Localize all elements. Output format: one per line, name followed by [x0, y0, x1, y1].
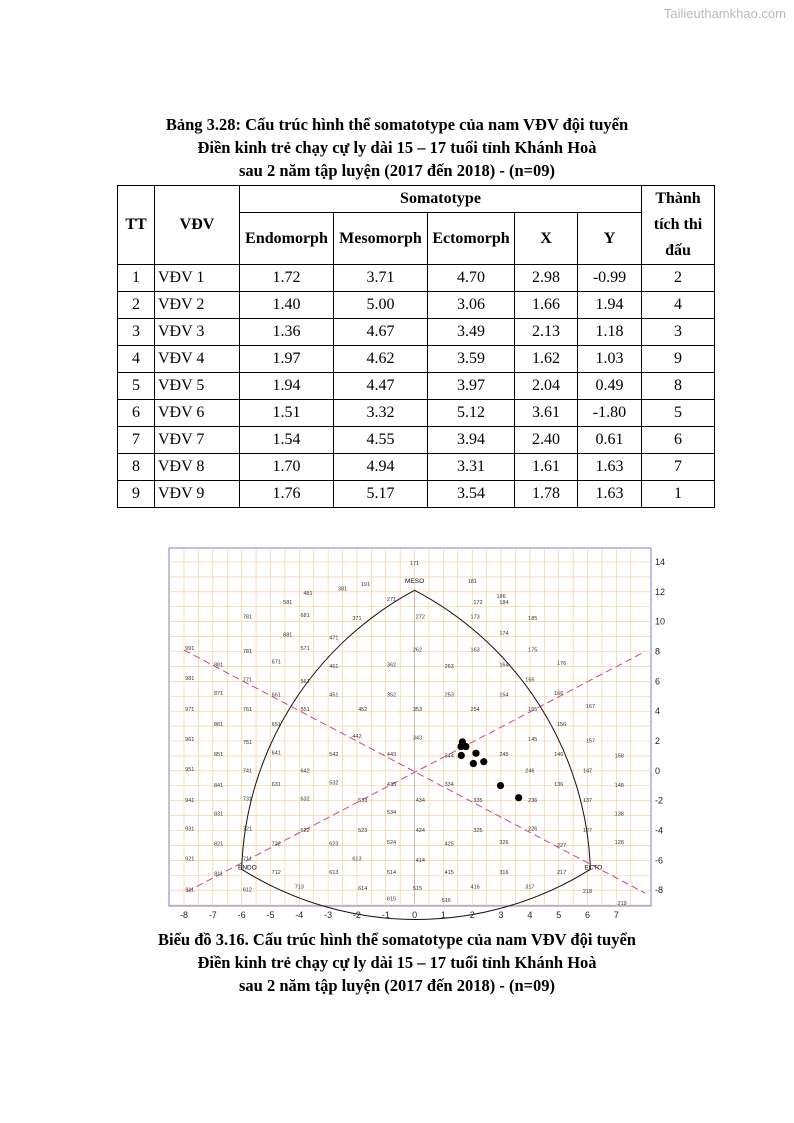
table-row	[118, 319, 715, 346]
x-tick-label: 7	[613, 910, 619, 920]
grid-value-label: 722	[271, 841, 281, 848]
grid-value-label: 246	[525, 768, 535, 775]
header-somatotype: Somatotype	[240, 186, 642, 213]
cell-meso: 4.62	[334, 346, 428, 373]
cell-rank: 6	[642, 427, 715, 454]
header-rank-line: đấu	[665, 242, 691, 259]
grid-value-label: 571	[300, 646, 310, 653]
grid-value-label: 881	[283, 632, 293, 639]
grid-value-label: 219	[617, 901, 627, 908]
grid-value-label: 173	[470, 614, 480, 621]
y-tick-label: 0	[655, 765, 661, 776]
grid-value-label: 146	[554, 751, 564, 758]
x-tick-label: 4	[527, 910, 533, 920]
y-tick-label: 8	[655, 646, 661, 657]
grid-value-label: 524	[386, 839, 397, 846]
cell-vdv: VĐV 2	[155, 292, 240, 319]
somatotype-table	[117, 185, 715, 508]
grid-value-label: 452	[358, 707, 368, 714]
cell-x: 2.98	[515, 265, 578, 292]
grid-value-label: 991	[185, 646, 195, 653]
cell-meso: 4.94	[334, 454, 428, 481]
cell-rank: 5	[642, 400, 715, 427]
data-point	[472, 750, 479, 757]
y-tick-label: 10	[655, 616, 666, 627]
grid-value-label: 921	[185, 856, 195, 863]
grid-value-label: 172	[473, 599, 483, 606]
grid-value-label: 147	[582, 768, 593, 775]
data-point	[515, 794, 522, 801]
x-tick-label: -4	[295, 910, 304, 920]
grid-value-label: 951	[185, 766, 195, 773]
grid-value-label: 326	[499, 839, 509, 846]
cell-vdv: VĐV 8	[155, 454, 240, 481]
grid-value-label: 245	[499, 751, 509, 758]
y-tick-label: -4	[655, 825, 664, 836]
cell-y: 0.61	[578, 427, 642, 454]
grid-value-label: 631	[271, 781, 281, 788]
x-tick-label: 0	[412, 910, 418, 920]
table-row	[118, 292, 715, 319]
x-tick-label: -6	[237, 910, 246, 920]
grid-value-label: 523	[358, 827, 368, 834]
grid-value-label: 371	[352, 616, 362, 623]
cell-y: 0.49	[578, 373, 642, 400]
header-rank-line: tích thi	[653, 216, 703, 233]
grid-value-label: 167	[585, 704, 596, 711]
somatochart	[165, 544, 675, 922]
grid-value-label: 881	[213, 662, 224, 669]
grid-value-label: 414	[415, 857, 425, 864]
grid-value-label: 217	[556, 869, 567, 876]
grid-value-label: 263	[444, 663, 454, 670]
grid-value-label: 186	[496, 593, 506, 600]
grid-value-label: 971	[185, 707, 195, 714]
cell-meso: 4.67	[334, 319, 428, 346]
cell-meso: 4.55	[334, 427, 428, 454]
cell-tt: 9	[118, 481, 155, 508]
grid-value-label: 424	[415, 827, 425, 834]
cell-y: 1.94	[578, 292, 642, 319]
grid-value-label: 615	[386, 896, 397, 903]
table-row	[118, 454, 715, 481]
cell-endo: 1.97	[240, 346, 334, 373]
grid-value-label: 781	[242, 614, 253, 621]
grid-value-label: 551	[300, 707, 310, 714]
grid-value-label: 353	[412, 707, 423, 714]
grid-value-label: 514	[386, 869, 397, 876]
header-tt: TT	[118, 186, 155, 265]
cell-rank: 9	[642, 346, 715, 373]
grid-value-label: 681	[300, 613, 310, 620]
grid-value-label: 174	[499, 631, 509, 638]
cell-y: 1.18	[578, 319, 642, 346]
grid-value-label: 542	[329, 751, 339, 758]
cell-vdv: VĐV 3	[155, 319, 240, 346]
grid-value-label: 226	[528, 826, 538, 833]
grid-value-label: 316	[499, 869, 509, 876]
grid-value-label: 164	[499, 662, 509, 669]
cell-tt: 5	[118, 373, 155, 400]
table-row	[118, 400, 715, 427]
cell-endo: 1.54	[240, 427, 334, 454]
grid-value-label: 335	[473, 798, 483, 805]
grid-value-label: 425	[444, 841, 454, 848]
data-point	[462, 743, 469, 750]
grid-value-label: 731	[242, 796, 253, 803]
grid-value-label: 325	[473, 827, 483, 834]
grid-value-label: 362	[386, 662, 397, 669]
data-point	[497, 782, 504, 789]
cell-x: 2.40	[515, 427, 578, 454]
cell-meso: 3.71	[334, 265, 428, 292]
grid-value-label: 416	[470, 884, 480, 891]
y-tick-label: -8	[655, 885, 664, 896]
grid-value-label: 157	[585, 738, 596, 745]
x-tick-label: 6	[585, 910, 591, 920]
cell-x: 1.62	[515, 346, 578, 373]
grid-value-label: 154	[499, 692, 509, 699]
grid-value-label: 253	[444, 692, 454, 699]
grid-value-label: 471	[329, 635, 339, 642]
y-tick-label: -6	[655, 855, 664, 866]
cell-vdv: VĐV 4	[155, 346, 240, 373]
x-tick-label: -5	[266, 910, 275, 920]
grid-value-label: 612	[242, 887, 253, 894]
cell-meso: 5.00	[334, 292, 428, 319]
cell-ecto: 3.94	[428, 427, 515, 454]
grid-value-label: 166	[554, 690, 564, 697]
cell-rank: 2	[642, 265, 715, 292]
grid-value-label: 614	[358, 886, 368, 893]
x-tick-label: -1	[381, 910, 390, 920]
x-tick-label: 3	[498, 910, 504, 920]
region-label: ECTO	[584, 864, 603, 872]
cell-endo: 1.70	[240, 454, 334, 481]
grid-value-label: 165	[525, 677, 535, 684]
grid-value-label: 613	[352, 856, 362, 863]
grid-value-label: 561	[300, 678, 310, 685]
grid-value-label: 443	[386, 751, 397, 758]
chart-caption-line: Điền kinh trẻ chạy cự ly dài 15 – 17 tuổi tỉnh Khánh Hoà	[197, 953, 597, 972]
cell-vdv: VĐV 7	[155, 427, 240, 454]
grid-value-label: 138	[614, 811, 624, 818]
cell-y: -0.99	[578, 265, 642, 292]
grid-value-label: 811	[214, 871, 223, 878]
grid-value-label: 481	[303, 590, 313, 597]
grid-value-label: 227	[556, 842, 567, 849]
cell-x: 3.61	[515, 400, 578, 427]
grid-value-label: 191	[360, 581, 371, 588]
grid-value-label: 751	[242, 739, 253, 746]
cell-x: 1.66	[515, 292, 578, 319]
grid-value-label: 671	[271, 659, 281, 666]
grid-value-label: 344	[444, 753, 454, 760]
chart-caption-line: sau 2 năm tập luyện (2017 đến 2018) - (n=09)	[238, 976, 556, 995]
y-tick-label: 14	[655, 557, 666, 567]
grid-value-label: 533	[358, 798, 368, 805]
grid-value-label: 175	[528, 647, 538, 654]
cell-tt: 4	[118, 346, 155, 373]
cell-rank: 7	[642, 454, 715, 481]
grid-value-label: 158	[614, 753, 624, 760]
grid-value-label: 181	[467, 578, 477, 585]
cell-endo: 1.94	[240, 373, 334, 400]
y-tick-label: 2	[655, 736, 661, 746]
grid-value-label: 272	[415, 614, 425, 621]
grid-value-label: 911	[185, 887, 195, 894]
x-tick-label: -3	[324, 910, 333, 920]
cell-ecto: 3.06	[428, 292, 515, 319]
x-tick-label: 5	[556, 910, 562, 920]
header-rank-line: Thành	[655, 190, 701, 207]
grid-value-label: 433	[386, 781, 397, 788]
chart-grid	[169, 548, 651, 906]
cell-ecto: 3.31	[428, 454, 515, 481]
region-label: ENDO	[238, 864, 257, 872]
grid-value-label: 712	[271, 869, 281, 876]
grid-value-label: 218	[582, 889, 593, 896]
cell-ecto: 3.54	[428, 481, 515, 508]
cell-y: 1.63	[578, 481, 642, 508]
cell-tt: 7	[118, 427, 155, 454]
grid-value-label: 381	[337, 586, 348, 593]
grid-value-label: 148	[614, 783, 624, 790]
cell-vdv: VĐV 9	[155, 481, 240, 508]
grid-value-label: 317	[525, 884, 535, 891]
grid-value-label: 871	[213, 690, 224, 697]
table-row	[118, 265, 715, 292]
cell-vdv: VĐV 1	[155, 265, 240, 292]
table-row	[118, 346, 715, 373]
table-row	[118, 427, 715, 454]
cell-tt: 8	[118, 454, 155, 481]
grid-value-label: 642	[300, 768, 310, 775]
cell-meso: 3.32	[334, 400, 428, 427]
grid-value-label: 171	[409, 560, 420, 567]
grid-value-label: 713	[294, 884, 304, 891]
grid-value-label: 613	[329, 869, 339, 876]
header-y: Y	[578, 213, 642, 265]
table-row	[118, 481, 715, 508]
grid-value-label: 581	[283, 599, 293, 606]
cell-meso: 4.47	[334, 373, 428, 400]
grid-value-label: 931	[185, 826, 195, 833]
grid-value-label: 623	[329, 841, 339, 848]
header-mesomorph: Mesomorph	[334, 213, 428, 265]
grid-value-label: 461	[329, 663, 339, 670]
cell-endo: 1.40	[240, 292, 334, 319]
data-point	[458, 752, 465, 759]
grid-value-label: 761	[242, 707, 253, 714]
cell-rank: 1	[642, 481, 715, 508]
grid-value-label: 534	[386, 810, 397, 817]
table-caption-line: Bảng 3.28: Cấu trúc hình thể somatotype của nam VĐV đội tuyển	[165, 115, 629, 134]
grid-value-label: 434	[415, 798, 425, 805]
cell-tt: 3	[118, 319, 155, 346]
grid-value-label: 781	[242, 648, 253, 655]
grid-value-label: 127	[582, 827, 593, 834]
grid-value-label: 941	[185, 798, 195, 805]
grid-value-label: 254	[470, 707, 480, 714]
cell-endo: 1.72	[240, 265, 334, 292]
cell-vdv: VĐV 6	[155, 400, 240, 427]
chart-caption	[0, 928, 794, 997]
region-label: MESO	[405, 577, 425, 585]
y-tick-label: -2	[655, 795, 664, 806]
cell-ecto: 5.12	[428, 400, 515, 427]
cell-endo: 1.36	[240, 319, 334, 346]
grid-value-label: 981	[185, 675, 195, 682]
grid-value-label: 861	[213, 722, 224, 729]
grid-value-label: 961	[185, 737, 195, 743]
x-tick-label: 1	[440, 910, 446, 920]
cell-rank: 8	[642, 373, 715, 400]
grid-value-label: 155	[528, 707, 538, 714]
y-tick-label: 12	[655, 586, 666, 597]
chart-frame	[169, 548, 651, 906]
x-tick-label: -8	[179, 910, 189, 920]
cell-y: -1.80	[578, 400, 642, 427]
x-tick-label: -2	[352, 910, 361, 920]
grid-value-label: 352	[386, 692, 397, 699]
grid-value-label: 176	[556, 660, 567, 667]
grid-value-label: 334	[444, 781, 454, 788]
grid-value-label: 661	[271, 692, 281, 699]
grid-value-label: 343	[412, 735, 423, 742]
header-vdv: VĐV	[155, 186, 240, 265]
watermark-text: Tailieuthamkhao.com	[663, 6, 786, 21]
grid-value-label: 271	[386, 596, 397, 603]
cell-vdv: VĐV 5	[155, 373, 240, 400]
cell-ecto: 3.59	[428, 346, 515, 373]
grid-value-label: 622	[300, 827, 310, 834]
grid-value-label: 516	[441, 898, 451, 905]
grid-value-label: 515	[412, 886, 423, 893]
grid-value-label: 163	[470, 647, 480, 654]
table-caption	[0, 113, 794, 182]
grid-value-label: 721	[242, 826, 253, 833]
cell-endo: 1.51	[240, 400, 334, 427]
y-tick-label: 4	[655, 706, 661, 717]
header-x: X	[515, 213, 578, 265]
header-endomorph: Endomorph	[240, 213, 334, 265]
grid-value-label: 851	[213, 751, 224, 758]
grid-value-label: 451	[329, 692, 339, 699]
grid-value-label: 532	[329, 780, 339, 787]
grid-value-label: 771	[242, 677, 253, 684]
grid-value-label: 651	[271, 722, 281, 729]
cell-ecto: 3.97	[428, 373, 515, 400]
grid-value-label: 711	[243, 856, 252, 863]
cell-y: 1.63	[578, 454, 642, 481]
cell-ecto: 3.49	[428, 319, 515, 346]
grid-value-label: 236	[528, 798, 538, 805]
cell-rank: 4	[642, 292, 715, 319]
table-row	[118, 373, 715, 400]
cell-x: 2.04	[515, 373, 578, 400]
cell-rank: 3	[642, 319, 715, 346]
cell-x: 1.78	[515, 481, 578, 508]
cell-endo: 1.76	[240, 481, 334, 508]
cell-ecto: 4.70	[428, 265, 515, 292]
grid-value-label: 156	[556, 722, 567, 729]
grid-value-label: 128	[614, 839, 624, 846]
grid-value-label: 641	[271, 750, 281, 757]
x-tick-label: -7	[208, 910, 217, 920]
chart-caption-line: Biểu đồ 3.16. Cấu trúc hình thể somatotype của nam VĐV đội tuyển	[158, 930, 636, 949]
grid-value-label: 415	[444, 869, 454, 876]
grid-value-label: 831	[213, 811, 224, 818]
grid-value-label: 262	[412, 647, 423, 654]
grid-value-label: 821	[213, 841, 224, 848]
y-tick-label: 6	[655, 676, 661, 687]
grid-value-label: 841	[213, 783, 224, 790]
cell-tt: 6	[118, 400, 155, 427]
grid-value-label: 136	[554, 781, 564, 788]
header-rank	[642, 186, 715, 265]
header-ectomorph: Ectomorph	[428, 213, 515, 265]
grid-value-label: 145	[528, 737, 538, 743]
grid-value-label: 137	[582, 798, 593, 805]
cell-y: 1.03	[578, 346, 642, 373]
grid-value-label: 442	[352, 734, 362, 741]
data-point	[480, 758, 487, 765]
table-caption-line: Điền kinh trẻ chạy cự ly dài 15 – 17 tuổi tỉnh Khánh Hoà	[197, 138, 597, 157]
cell-tt: 2	[118, 292, 155, 319]
x-tick-label: 2	[469, 910, 475, 920]
grid-value-label: 185	[528, 616, 538, 623]
cell-meso: 5.17	[334, 481, 428, 508]
data-point	[470, 760, 477, 767]
cell-tt: 1	[118, 265, 155, 292]
grid-value-label: 632	[300, 796, 310, 803]
cell-x: 1.61	[515, 454, 578, 481]
cell-x: 2.13	[515, 319, 578, 346]
grid-value-label: 184	[499, 599, 509, 606]
table-caption-line: sau 2 năm tập luyện (2017 đến 2018) - (n=09)	[238, 161, 556, 180]
grid-value-label: 741	[242, 768, 253, 775]
